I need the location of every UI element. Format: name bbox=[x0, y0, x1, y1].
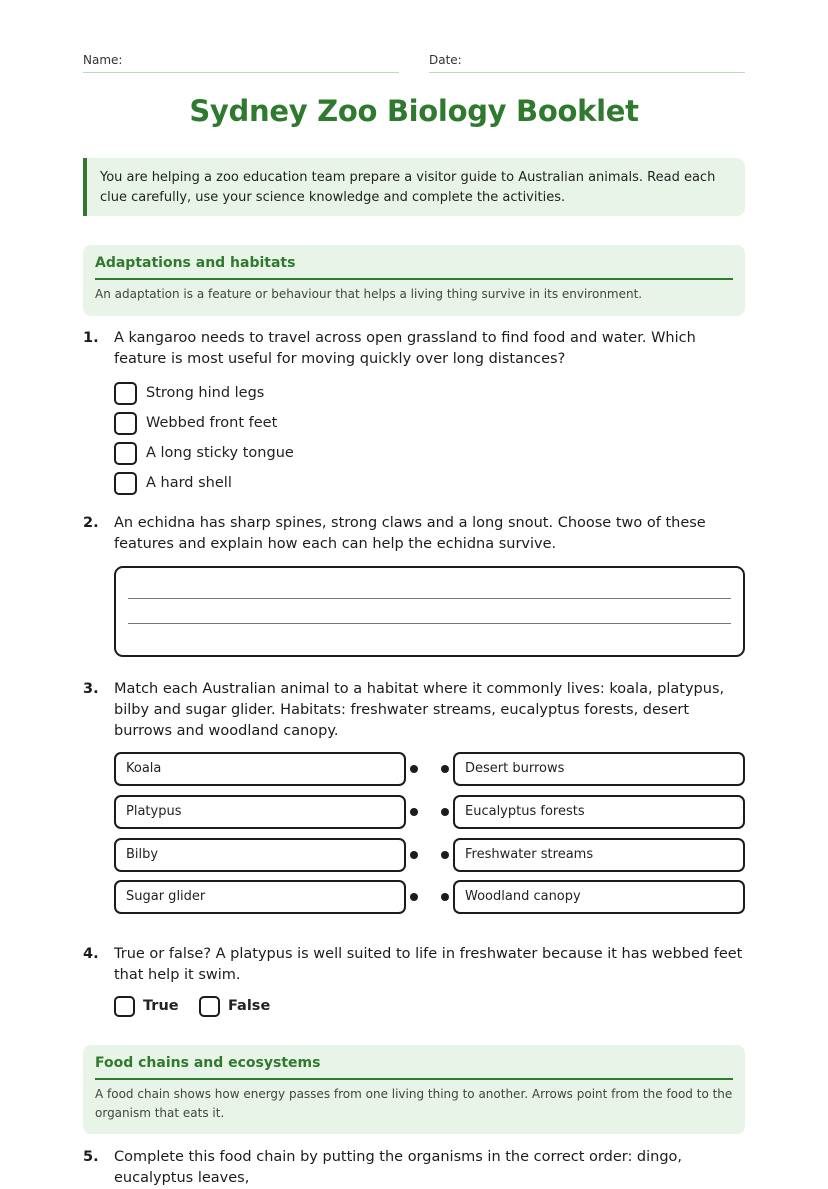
section-description: A food chain shows how energy passes from one living thing to another. Arrows point from the food to the organism that eats it. bbox=[95, 1087, 733, 1120]
question-2 bbox=[83, 513, 745, 555]
question-text: Match each Australian animal to a habitat where it commonly lives: koala, platypus, bilby and sugar glider. Habitats: freshwater streams, eucalyptus forests, desert burrows and woodland canopy. bbox=[114, 681, 725, 739]
match-habitat-eucalyptus-forests[interactable]: Eucalyptus forests bbox=[453, 795, 745, 829]
question-4 bbox=[83, 944, 745, 986]
match-dot-left[interactable] bbox=[410, 893, 418, 901]
question-number: 5. bbox=[83, 1149, 99, 1165]
answer-line bbox=[128, 598, 731, 599]
checkbox[interactable] bbox=[114, 382, 137, 405]
option-3[interactable] bbox=[114, 441, 294, 465]
option-2[interactable] bbox=[114, 411, 277, 435]
option-label: A long sticky tongue bbox=[146, 445, 294, 461]
question-1 bbox=[83, 328, 745, 370]
name-field[interactable] bbox=[83, 51, 399, 73]
true-label: True bbox=[143, 998, 179, 1014]
question-text: A kangaroo needs to travel across open grassland to find food and water. Which feature is most useful for moving quickly over long distances? bbox=[114, 330, 696, 367]
option-label: Strong hind legs bbox=[146, 385, 265, 401]
option-label: A hard shell bbox=[146, 475, 232, 491]
section-food-chains bbox=[83, 1045, 745, 1134]
true-option[interactable] bbox=[114, 995, 179, 1017]
question-number: 3. bbox=[83, 681, 99, 697]
match-dot-left[interactable] bbox=[410, 765, 418, 773]
question-text: True or false? A platypus is well suited to life in freshwater because it has webbed feet that help it swim. bbox=[114, 946, 743, 983]
section-title: Adaptations and habitats bbox=[95, 255, 733, 280]
question-number: 2. bbox=[83, 515, 99, 531]
question-5 bbox=[83, 1147, 745, 1189]
match-habitat-desert-burrows[interactable]: Desert burrows bbox=[453, 752, 745, 786]
match-dot-right[interactable] bbox=[441, 893, 449, 901]
checkbox[interactable] bbox=[114, 472, 137, 495]
question-number: 1. bbox=[83, 330, 99, 346]
answer-box[interactable] bbox=[114, 566, 745, 657]
false-option[interactable] bbox=[199, 995, 270, 1017]
intro-callout: You are helping a zoo education team prepare a visitor guide to Australian animals. Read each clue carefully, use your science knowledge and complete the activities. bbox=[83, 158, 745, 216]
match-animal-koala[interactable]: Koala bbox=[114, 752, 406, 786]
match-dot-right[interactable] bbox=[441, 765, 449, 773]
name-date-row bbox=[83, 51, 745, 73]
option-1[interactable] bbox=[114, 381, 264, 405]
section-title: Food chains and ecosystems bbox=[95, 1055, 733, 1080]
question-number: 4. bbox=[83, 946, 99, 962]
booklet-title: Sydney Zoo Biology Booklet bbox=[189, 94, 639, 128]
option-label: Webbed front feet bbox=[146, 415, 278, 431]
section-description: An adaptation is a feature or behaviour that helps a living thing survive in its environment. bbox=[95, 287, 643, 301]
match-dot-right[interactable] bbox=[441, 808, 449, 816]
match-animal-sugar-glider[interactable]: Sugar glider bbox=[114, 880, 406, 914]
match-habitat-woodland-canopy[interactable]: Woodland canopy bbox=[453, 880, 745, 914]
false-label: False bbox=[228, 998, 271, 1014]
question-text: An echidna has sharp spines, strong claws and a long snout. Choose two of these features and explain how each can help the echidna survive. bbox=[114, 515, 706, 552]
match-animal-platypus[interactable]: Platypus bbox=[114, 795, 406, 829]
checkbox[interactable] bbox=[114, 412, 137, 435]
match-habitat-freshwater-streams[interactable]: Freshwater streams bbox=[453, 838, 745, 872]
checkbox[interactable] bbox=[114, 996, 135, 1017]
answer-line bbox=[128, 623, 731, 624]
question-3 bbox=[83, 679, 745, 742]
checkbox[interactable] bbox=[114, 442, 137, 465]
name-label: Name: bbox=[83, 53, 123, 67]
date-field[interactable] bbox=[429, 51, 745, 73]
match-dot-left[interactable] bbox=[410, 851, 418, 859]
checkbox[interactable] bbox=[199, 996, 220, 1017]
match-animal-bilby[interactable]: Bilby bbox=[114, 838, 406, 872]
match-dot-left[interactable] bbox=[410, 808, 418, 816]
option-4[interactable] bbox=[114, 471, 232, 495]
section-adaptations bbox=[83, 245, 745, 316]
match-dot-right[interactable] bbox=[441, 851, 449, 859]
date-label: Date: bbox=[429, 53, 462, 67]
question-text: Complete this food chain by putting the organisms in the correct order: dingo, eucalyptus leaves, bbox=[114, 1149, 683, 1186]
